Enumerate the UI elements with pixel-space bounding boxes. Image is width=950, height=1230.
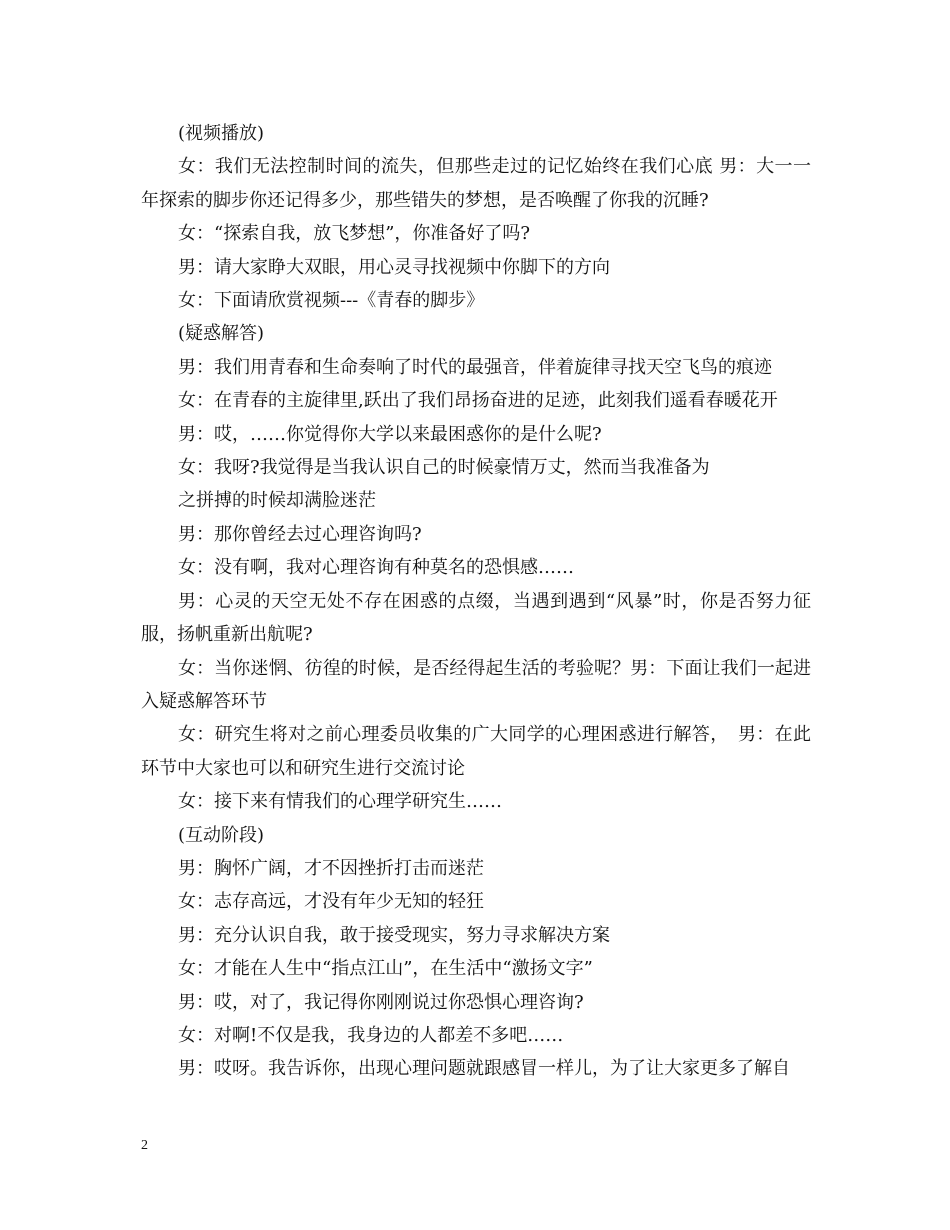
dialogue-paragraph: 女：志存高远，才没有年少无知的轻狂: [178, 891, 484, 913]
dialogue-paragraph: 男：请大家睁大双眼，用心灵寻找视频中你脚下的方向: [178, 256, 610, 278]
dialogue-paragraph: (疑惑解答): [178, 323, 265, 345]
dialogue-paragraph: 女：接下来有情我们的心理学研究生……: [178, 791, 502, 813]
dialogue-paragraph: 女：我呀?我觉得是当我认识自己的时候豪情万丈，然而当我准备为: [178, 457, 710, 479]
dialogue-paragraph: 男：胸怀广阔，才不因挫折打击而迷茫: [178, 857, 484, 879]
dialogue-paragraph: 男：哎，对了，我记得你刚刚说过你恐惧心理咨询?: [178, 991, 584, 1013]
dialogue-paragraph: 女：下面请欣赏视频---《青春的脚步》: [178, 290, 485, 312]
dialogue-paragraph: 男：哎呀。我告诉你，出现心理问题就跟感冒一样儿，为了让大家更多了解自: [178, 1058, 790, 1080]
dialogue-paragraph: 女：没有啊，我对心理咨询有种莫名的恐惧感……: [178, 557, 574, 579]
dialogue-paragraph: 女：在青春的主旋律里,跃出了我们昂扬奋进的足迹，此刻我们遥看春暖花开: [178, 390, 778, 412]
dialogue-paragraph: 女：我们无法控制时间的流失，但那些走过的记忆始终在我们心底 男：大一一年探索的脚步你还记得多少，那些错失的梦想，是否唤醒了你我的沉睡?: [141, 156, 811, 211]
dialogue-paragraph: 男：心灵的天空无处不存在困惑的点缀，当遇到遇到“风暴”时，你是否努力征服，扬帆重新出航呢?: [141, 590, 811, 646]
dialogue-paragraph: 男：我们用青春和生命奏响了时代的最强音，伴着旋律寻找天空飞鸟的痕迹: [178, 356, 772, 378]
dialogue-paragraph: 男：哎，……你觉得你大学以来最困惑你的是什么呢?: [178, 423, 602, 445]
page-number: 2: [141, 1138, 148, 1153]
document-body: [141, 117, 811, 1086]
dialogue-paragraph: (视频播放): [178, 123, 265, 144]
dialogue-paragraph: 女：对啊!不仅是我，我身边的人都差不多吧……: [178, 1024, 564, 1046]
dialogue-paragraph: 男：那你曾经去过心理咨询吗?: [178, 523, 422, 545]
dialogue-paragraph: 女：研究生将对之前心理委员收集的广大同学的心理困惑进行解答， 男：在此环节中大家也可以和研究生进行交流讨论: [141, 724, 811, 779]
dialogue-paragraph: 之拼搏的时候却满脸迷茫: [178, 490, 376, 512]
dialogue-paragraph: 女：当你迷惘、彷徨的时候，是否经得起生活的考验呢？男：下面让我们一起进入疑惑解答环节: [141, 657, 811, 712]
dialogue-paragraph: (互动阶段): [178, 824, 265, 846]
dialogue-paragraph: 女：才能在人生中“指点江山”，在生活中“激扬文字”: [178, 958, 593, 980]
dialogue-paragraph: 男：充分认识自我，敢于接受现实，努力寻求解决方案: [178, 924, 610, 946]
dialogue-paragraph: 女：“探索自我，放飞梦想”，你准备好了吗?: [178, 223, 531, 245]
